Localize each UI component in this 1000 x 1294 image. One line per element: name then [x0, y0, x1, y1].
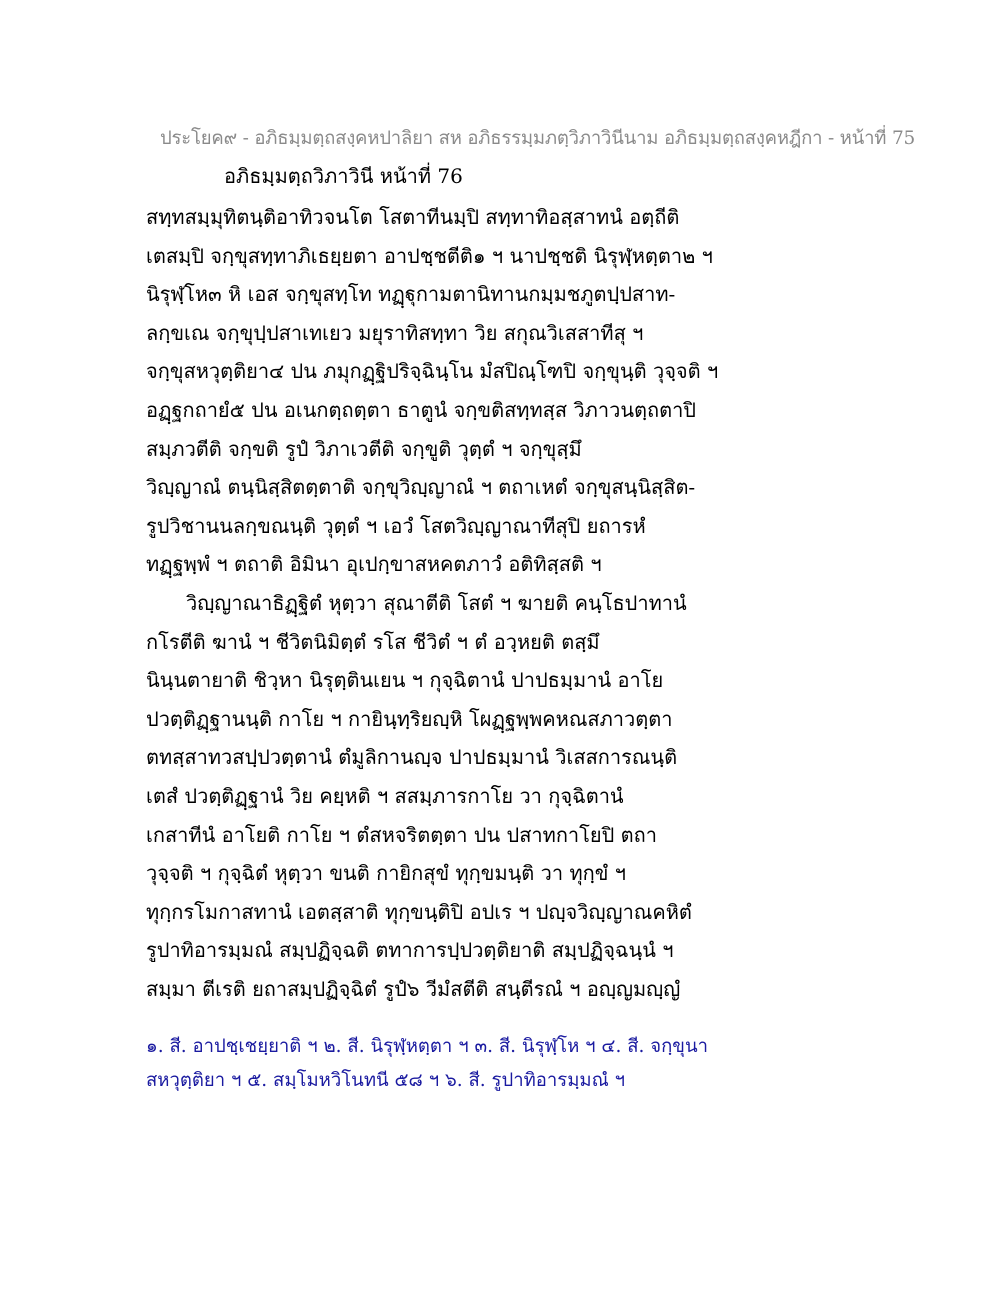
- footnote-line: สหวุตฺติยา ฯ ๕. สมฺโมหวิโนทนี ๕๘ ฯ ๖. สี. รูปาทิอารมฺมณํ ฯ: [146, 1070, 626, 1091]
- text-line: เตสมฺปิ จกฺขุสทฺทาภิเธยฺยตา อาปชฺชตีติ๑ ฯ นาปชฺชติ นิรุฬฺหตฺตา๒ ฯ: [146, 243, 713, 268]
- text-line: รูปาทิอารมฺมณํ สมฺปฏิจฺฉติ ตทาการปฺปวตฺติยาติ สมฺปฏิจฺฉนฺนํ ฯ: [146, 938, 674, 963]
- text-line: ทุกฺกรโมกาสทานํ เอตสฺสาติ ทุกฺขนฺติปิ อปเร ฯ ปญฺจวิญฺญาณคหิตํ: [146, 899, 692, 924]
- body-text: [146, 198, 719, 1008]
- text-line: วิญฺญาณํ ตนฺนิสฺสิตตฺตาติ จกฺขุวิญฺญาณํ ฯ ตถาเหตํ จกฺขุสนฺนิสฺสิต-: [146, 475, 696, 500]
- text-line: เกสาทีนํ อาโยติ กาโย ฯ ตํสหจริตตฺตา ปน ปสาทกาโยปิ ตถา: [146, 822, 658, 847]
- footnotes: [146, 1030, 706, 1098]
- text-line: วุจฺจติ ฯ กุจฺฉิตํ หุตฺวา ขนติ กายิกสุขํ ทุกฺขมนฺติ วา ทุกฺขํ ฯ: [146, 861, 627, 886]
- text-line: ลกฺขเณ จกฺขุปฺปสาเทเยว มยุราทิสทฺทา วิย สกุณวิเสสาทีสุ ฯ: [146, 320, 644, 345]
- text-line: เตสํ ปวตฺติฏฺฐานํ วิย คยฺหติ ฯ สสมฺภารกาโย วา กุจฺฉิตานํ: [146, 783, 624, 808]
- text-line: ตทสฺสาทวสปฺปวตฺตานํ ตํมูลิกานญฺจ ปาปธมฺมานํ วิเสสการณนฺติ: [146, 745, 678, 770]
- text-line: สมฺมา ตีเรติ ยถาสมฺปฏิจฺฉิตํ รูปํ๖ วีมํสตีติ สนฺตีรณํ ฯ อญฺญมญฺญํ: [146, 976, 681, 1001]
- text-line: วิญฺญาณาธิฏฺฐิตํ หุตฺวา สุณาตีติ โสตํ ฯ ฆายติ คนฺโธปาทานํ: [186, 590, 687, 615]
- text-line: อฏฺฐกถายํ๕ ปน อเนกตฺถตฺตา ธาตูนํ จกฺขติสทฺทสฺส วิภาวนตฺถตาปิ: [146, 397, 696, 422]
- text-line: นินฺนตายาติ ชิวฺหา นิรุตฺตินเยน ฯ กุจฺฉิตานํ ปาปธมฺมานํ อาโย: [146, 668, 664, 693]
- page-subheader: อภิธมฺมตฺถวิภาวินี หน้าที่ 76: [224, 164, 463, 188]
- page-header: ประโยค๙ - อภิธมฺมตฺถสงฺคหปาลิยา สห อภิธรรมฺมภตฺวิภาวินีนาม อภิธมฺมตฺถสงฺคหฎีกา - หน้าที่ 75: [160, 128, 916, 149]
- text-line: ทฏฺฐพฺพํ ฯ ตถาติ อิมินา อุเปกฺขาสหคตภาวํ อติทิสฺสติ ฯ: [146, 552, 602, 577]
- text-line: จกฺขุสหวุตฺติยา๔ ปน ภมุกฏฺฐิปริจฺฉินฺโน มํสปิณฺโฑปิ จกฺขุนฺติ วุจฺจติ ฯ: [146, 359, 719, 384]
- text-line: รูปวิชานนลกฺขณนฺติ วุตฺตํ ฯ เอวํ โสตวิญฺญาณาทีสุปิ ยถารหํ: [146, 513, 646, 538]
- text-line: ปวตฺติฏฺฐานนฺติ กาโย ฯ กายินฺทฺริยญฺหิ โผฏฺฐพฺพคหณสภาวตฺตา: [146, 706, 673, 731]
- text-line: สทฺทสมฺมุทิตนฺติอาทิวจนโต โสตาทีนมฺปิ สทฺทาทิอสฺสาทนํ อตฺถีติ: [146, 205, 680, 229]
- text-line: สมฺภวตีติ จกฺขติ รูปํ วิภาเวตีติ จกฺขูติ วุตฺตํ ฯ จกฺขุสฺมึ: [146, 436, 582, 461]
- footnote-line: ๑. สี. อาปชฺเชยฺยาติ ฯ ๒. สี. นิรุฬฺหตฺตา ฯ ๓. สี. นิรุฬฺโห ฯ ๔. สี. จกฺขุนา: [146, 1036, 708, 1057]
- text-line: กโรตีติ ฆานํ ฯ ชีวิตนิมิตฺตํ รโส ชีวิตํ ฯ ตํ อวฺหยติ ตสฺมึ: [146, 629, 600, 654]
- text-line: นิรุฬฺโห๓ หิ เอส จกฺขุสทฺโท ทฏฺฐุกามตานิทานกมฺมชภูตปฺปสาท-: [146, 282, 676, 307]
